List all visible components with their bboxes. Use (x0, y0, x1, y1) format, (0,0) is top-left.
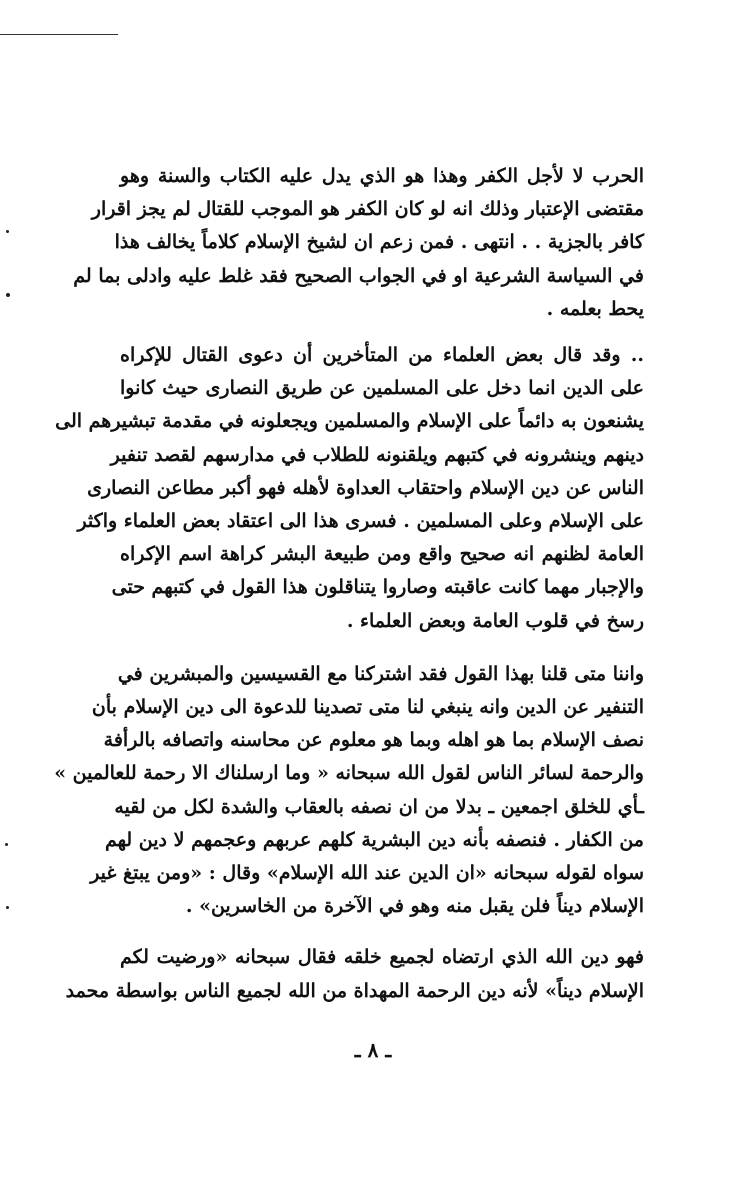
text-line: العامة لظنهم انه صحيح واقع ومن طبيعة البشر كراهة اسم الإكراه (120, 543, 644, 566)
text-line: فهو دين الله الذي ارتضاه لجميع خلقه فقال سبحانه «ورضيت لكم (120, 946, 644, 969)
margin-mark (6, 293, 10, 297)
text-line: الحرب لا لأجل الكفر وهذا هو الذي يدل عليه الكتاب والسنة وهو (120, 165, 644, 187)
text-line: كافر بالجزية . . انتهى . فمن زعم ان لشيخ الإسلام كلاماً يخالف هذا (114, 231, 644, 254)
text-line: على الإسلام وعلى المسلمين . فسرى هذا الى اعتقاد بعض العلماء واكثر (77, 510, 644, 533)
text-line: الإسلام ديناً» لأنه دين الرحمة المهداة من الله لجميع الناس بواسطة محمد (65, 979, 644, 1002)
margin-mark (5, 843, 8, 846)
text-line: من الكفار . فنصفه بأنه دين البشرية كلهم عربهم وعجمهم لا دين لهم (105, 828, 644, 851)
text-line: .. وقد قال بعض العلماء من المتأخرين أن دعوى القتال للإكراه (120, 344, 644, 367)
page-body (54, 160, 644, 1008)
text-line: في السياسة الشرعية او في الجواب الصحيح فقد غلط عليه وادلى بما لم (73, 264, 644, 287)
text-line: التنفير عن الدين وانه ينبغي لنا متى تصدينا للدعوة الى دين الإسلام بأن (91, 696, 644, 719)
text-line: سواه لقوله سبحانه «ان الدين عند الله الإسلام» وقال : «ومن يبتغ غير (90, 862, 644, 885)
paragraph-1 (73, 160, 644, 326)
text-line: رسخ في قلوب العامة وبعض العلماء . (346, 609, 644, 632)
text-line: والرحمة لسائر الناس لقول الله سبحانه « وما ارسلناك الا رحمة للعالمين » (54, 762, 644, 785)
text-line: مقتضى الإعتبار وذلك انه لو كان الكفر هو الموجب للقتال لم يجز اقرار (91, 198, 644, 221)
text-line: على الدين انما دخل على المسلمين عن طريق النصارى حيث كانوا (120, 377, 644, 400)
text-line: والإجبار مهما كانت عاقبته وصاروا يتناقلون هذا القول في كتبهم حتى (111, 576, 644, 599)
text-line: نصف الإسلام بما هو اهله وبما هو معلوم عن محاسنه واتصافه بالرأفة (103, 729, 644, 752)
margin-mark (6, 906, 9, 909)
text-line: يشنعون به دائماً على الإسلام والمسلمين ويجعلونه في مقدمة تبشيرهم الى (55, 410, 644, 433)
text-line: دينهم وينشرونه في كتبهم ويلقنونه للطلاب في مدارسهم لقصد تنفير (110, 443, 644, 466)
text-line: واننا متى قلنا بهذا القول فقد اشتركنا مع القسيسين والمبشرين في (117, 662, 644, 685)
page-number: ـ ٨ ـ (354, 1038, 392, 1062)
paragraph-2 (55, 339, 644, 638)
paragraph-3 (54, 658, 644, 924)
paragraph-4 (65, 941, 644, 1007)
text-line: يحط بعلمه . (546, 297, 644, 320)
text-line: الإسلام ديناً فلن يقبل منه وهو في الآخرة من الخاسرين» . (185, 895, 644, 918)
margin-mark (6, 230, 9, 233)
text-line: الناس عن دين الإسلام واحتقاب العداوة لأهله فهو أكبر مطاعن النصارى (87, 476, 644, 499)
header-rule (0, 34, 118, 35)
text-line: ـأي للخلق اجمعين ـ بدلا من ان نصفه بالعقاب والشدة لكل من لقيه (114, 795, 644, 818)
